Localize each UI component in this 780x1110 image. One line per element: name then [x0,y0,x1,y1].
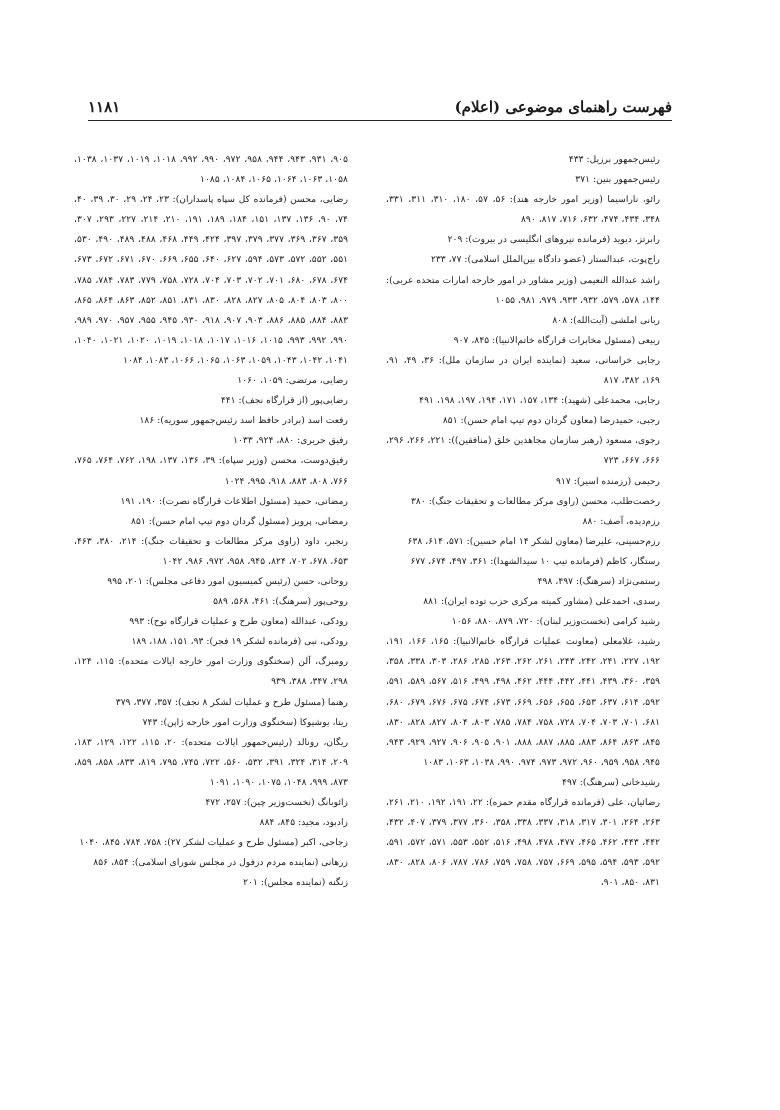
index-entry: رفعت اسد (برادر حافظ اسد رئیس‌جمهور سوریه): ۱۸۶ [139,415,348,427]
index-entry: رابرتز، دیوید (فرمانده نیروهای انگلیسی در بیروت): ۲۰۹ [447,234,660,246]
index-entry: رضایی، محسن (فرمانده کل سپاه پاسداران): ۲۳، ۲۴، ۲۹، ۳۰، ۳۹، ۴۰، ۷۴، ۹۰، ۱۳۶، ۱۳۷، ۱۵۱، ۱۸۴، ۱۸۹، ۱۹۱، ۲۱۰، ۲۱۴، ۲۲۷، ۲۹۳، ۳۰۷، ۳۵۹، ۳۶۷، ۳۶۹، ۳۷۷، ۳۷۹، ۳۹۷، ۴۲۴، ۴۴۹، ۴۶۸، ۴۸۸، ۴۸۹، ۴۹۰، ۵۳۰، ۵۵۱، ۵۵۲، ۵۷۲، ۵۷۳، ۵۹۴، ۶۲۷، ۶۴۰، ۶۵۵، ۶۶۹، ۶۷۰، ۶۷۱، ۶۷۲، ۶۷۳، ۶۷۴، ۶۷۸، ۶۸۰، ۷۰۱، ۷۰۲، ۷۰۳، ۷۰۴، ۷۲۸، ۷۵۸، ۷۷۹، ۷۸۳، ۷۸۴، ۷۸۵، ۸۰۰، ۸۰۳، ۸۰۴، ۸۰۵، ۸۲۷، ۸۲۸، ۸۳۰، ۸۳۱، ۸۵۱، ۸۵۲، ۸۶۳، ۸۶۴، ۸۶۵، ۸۸۳، ۸۸۴، ۸۸۵، ۸۸۶، ۹۰۳، ۹۰۷، ۹۱۸، ۹۳۰، ۹۴۵، ۹۵۵، ۹۵۷، ۹۷۰، ۹۸۹، ۹۹۰، ۹۹۲، ۹۹۳، ۱۰۱۵، ۱۰۱۶، ۱۰۱۷، ۱۰۱۸، ۱۰۱۹، ۱۰۲۰، ۱۰۲۱، ۱۰۴۰، ۱۰۴۱، ۱۰۴۲، ۱۰۴۳، ۱۰۵۹، ۱۰۶۳، ۱۰۶۵، ۱۰۶۶، ۱۰۸۳، ۱۰۸۴ [74,194,349,366]
index-entry: رشید، غلامعلی (معاونت عملیات قرارگاه خاتم‌الانبیا): ۱۶۵، ۱۶۶، ۱۹۱، ۱۹۲، ۲۲۷، ۲۴۱، ۲۴۲، ۲۴۳، ۲۶۱، ۲۶۲، ۲۶۳، ۲۸۵، ۲۸۶، ۳۰۳، ۳۳۸، ۳۵۸، ۳۵۹، ۳۶۰، ۴۳۹، ۴۴۱، ۴۴۲، ۴۴۴، ۴۶۲، ۴۹۸، ۴۹۹، ۵۱۶، ۵۶۷، ۵۸۹، ۵۹۱، ۵۹۲، ۶۱۴، ۶۳۷، ۶۵۳، ۶۵۵، ۶۵۶، ۶۶۹، ۶۷۳، ۶۷۴، ۶۷۵، ۶۷۶، ۶۷۹، ۶۸۰، ۶۸۱، ۷۰۱، ۷۰۳، ۷۰۴، ۷۲۸، ۷۵۸، ۷۸۴، ۷۸۵، ۸۰۳، ۸۰۴، ۸۲۷، ۸۲۸، ۸۳۰، ۸۴۵، ۸۶۳، ۸۶۴، ۸۸۳، ۸۸۵، ۸۸۷، ۸۸۸، ۹۰۱، ۹۰۵، ۹۰۶، ۹۲۷، ۹۲۹، ۹۴۳، ۹۴۵، ۹۵۸، ۹۵۹، ۹۶۰، ۹۷۲، ۹۷۳، ۹۷۴، ۹۹۰، ۱۰۳۸، ۱۰۶۳، ۱۰۸۳ [386,636,661,768]
index-entry: ریگان، رونالد (رئیس‌جمهور ایالات متحده): ۲۰، ۱۱۵، ۱۲۲، ۱۲۹، ۱۸۳، ۲۰۹، ۳۱۴، ۳۲۴، ۳۹۱، ۵۳۲، ۵۶۰، ۷۲۲، ۷۴۵، ۷۹۵، ۸۱۹، ۸۳۳، ۸۵۸، ۸۵۹، ۸۷۳، ۹۹۹، ۱۰۴۸، ۱۰۷۵، ۱۰۹۰، ۱۰۹۱ [74,736,349,788]
index-entry: رسدی، احمدعلی (مشاور کمیته مرکزی حزب توده ایران): ۸۸۱ [423,596,660,608]
index-entry: رمضانی، حمید (مسئول اطلاعات قرارگاه نصرت): ۱۹۰، ۱۹۱ [120,495,348,507]
index-entry: رئیس‌جمهور بنین: ۳۷۱ [575,174,660,186]
index-entry: رضایی‌پور (از قرارگاه نجف): ۴۴۱ [220,395,348,407]
index-entry: رمضانی، پرویز (مسئول گردان دوم تیپ امام حسن): ۸۵۱ [131,515,348,527]
index-entry: رئیس‌جمهور برزیل: ۴۳۳ [568,154,660,165]
index-entry: رزم‌دیده، آصف: ۸۸۰ [582,515,660,527]
index-entry: زنگنه (نماینده مجلس): ۲۰۱ [243,877,348,889]
index-entry: رستمی‌نژاد (سرهنگ): ۴۹۷، ۴۹۸ [537,575,660,587]
index-entry: رودکی، نبی (فرمانده لشکر ۱۹ فجر): ۹۳، ۱۵۱، ۱۸۸، ۱۸۹ [131,636,348,648]
index-entry: رهنما (مسئول طرح و عملیات لشکر ۸ نجف): ۳۵۷، ۳۷۷، ۳۷۹ [115,696,348,708]
index-entry: زادبود، مجید: ۸۴۵، ۸۸۴ [259,817,348,829]
index-entry: راج‌پوت، عبدالستار (عضو دادگاه بین‌الملل اسلامی): ۷۷، ۲۳۳ [430,254,660,266]
index-entry: رضائیان، علی (فرمانده قرارگاه مقدم حمزه): ۲۲، ۱۹۱، ۱۹۲، ۲۱۰، ۲۶۱، ۲۶۳، ۲۶۴، ۳۰۱، ۳۱۷، ۳۱۸، ۳۳۷، ۳۳۸، ۳۵۸، ۳۶۰، ۳۷۷، ۳۷۹، ۴۰۷، ۴۳۲، ۴۴۲، ۴۴۳، ۴۶۲، ۴۶۵، ۴۷۷، ۴۷۸، ۴۹۸، ۵۱۶، ۵۵۲، ۵۵۳، ۵۷۱، ۵۷۲، ۵۹۱، ۵۹۲، ۵۹۳، ۵۹۴، ۵۹۵، ۶۶۹، ۷۵۷، ۷۵۸، ۷۵۹، ۷۸۶، ۷۸۷، ۸۰۶، ۸۲۸، ۸۳۰، ۸۳۱، ۸۵۰، ۹۰۱، [386,797,661,889]
index-entry: ۹۰۵، ۹۳۱، ۹۴۳، ۹۴۴، ۹۵۸، ۹۷۲، ۹۹۰، ۹۹۲، ۱۰۱۸، ۱۰۱۹، ۱۰۳۷، ۱۰۳۸، ۱۰۵۸، ۱۰۶۳، ۱۰۶۴، ۱۰۶۵، ۱۰۸۴، ۱۰۸۵ [74,154,349,186]
index-entry: رجوی، مسعود (رهبر سازمان مجاهدین خلق (منافقین)): ۲۲۱، ۲۶۶، ۲۹۶، ۶۶۶، ۶۶۷، ۷۲۳ [386,435,660,467]
index-entry: رستگار، کاظم (فرمانده تیپ ۱۰ سیدالشهدا): ۳۶۱، ۴۹۷، ۶۷۴، ۶۷۷ [410,555,660,567]
running-title: فهرست راهنمای موضوعی (اعلام) [454,98,672,116]
index-entry: رجبی، حمیدرضا (معاون گردان دوم تیپ امام حسن): ۸۵۱ [442,415,660,427]
index-entry: زرهانی (نماینده مردم دزفول در مجلس شورای اسلامی): ۸۵۴، ۸۵۶ [93,857,348,869]
index-entry: رفیق حریری: ۸۸۰، ۹۲۴، ۱۰۳۳ [233,435,348,447]
index-entry: روحی‌پور (سرهنگ): ۴۶۱، ۵۶۸، ۵۸۹ [213,596,348,608]
index-entry: رزم‌حسینی، علیرضا (معاون لشکر ۱۴ امام حسین): ۵۷۱، ۶۱۴، ۶۳۸ [407,535,660,547]
index-entry: رجایی خراسانی، سعید (نماینده ایران در سازمان ملل): ۳۶، ۴۹، ۹۱، ۱۶۹، ۳۸۲، ۸۱۷ [386,354,661,387]
index-column-right [386,150,660,893]
index-entry: ربیعی (مسئول مخابرات قرارگاه خاتم‌الانبیا): ۸۴۵، ۹۰۷ [453,334,660,346]
index-entry: رخصت‌طلب، محسن (راوی مرکز مطالعات و تحقیقات جنگ): ۳۸۰ [410,495,660,507]
index-entry: رومبرگ، آلن (سخنگوی وزارت امور خارجه ایالات متحده): ۱۱۵، ۱۲۴، ۲۹۸، ۳۴۷، ۳۸۸، ۹۳۹ [74,656,348,688]
index-entry: زجاجی، اکبر (مسئول طرح و عملیات لشکر ۲۷): ۷۵۸، ۷۸۴، ۸۴۵، ۱۰۴۰ [79,837,348,849]
page-header [88,88,672,116]
index-entry: رنجبر، داود (راوی مرکز مطالعات و تحقیقات جنگ): ۲۱۴، ۳۸۰، ۴۶۳، ۶۵۳، ۶۷۸، ۷۰۲، ۸۲۴، ۹۴۵، ۹۵۸، ۹۷۲، ۹۸۶، ۱۰۴۲ [74,535,348,567]
index-entry: رشید کرامی (نخست‌وزیر لبنان): ۷۲۰، ۸۷۹، ۸۸۰، ۱۰۵۶ [451,616,660,628]
index-entry: رحیمی (رزمنده اسیر): ۹۱۷ [556,475,660,487]
index-entry: رجایی، محمدعلی (شهید): ۱۳۴، ۱۵۷، ۱۷۱، ۱۹۴، ۱۹۷، ۱۹۸، ۴۹۱ [419,395,660,407]
index-column-left [74,150,348,893]
index-entry: راشد عبدالله النعیمی (وزیر مشاور در امور خارجه امارات متحده عربی): ۱۴۴، ۵۷۸، ۵۷۹، ۹۳۲، ۹۳۳، ۹۷۹، ۹۸۱، ۱۰۵۵ [386,274,660,306]
index-entry: زائوبانگ (نخست‌وزیر چین): ۲۵۷، ۴۷۲ [205,797,348,808]
index-entry: رفیق‌دوست، محسن (وزیر سپاه): ۳۹، ۱۳۶، ۱۳۷، ۱۹۸، ۷۶۲، ۷۶۴، ۷۶۵، ۷۶۶، ۸۰۸، ۸۸۳، ۹۱۸، ۹۹۵، ۱۰۲۴ [74,455,348,487]
page-number: ۱۱۸۱ [88,98,121,116]
index-entry: رشیدخانی (سرهنگ): ۴۹۷ [562,776,660,788]
index-entry: روحانی، حسن (رئیس کمیسیون امور دفاعی مجلس): ۲۰۱، ۹۹۵ [107,575,348,587]
index-entry: رودکی، عبدالله (معاون طرح و عملیات قرارگاه نوح): ۹۹۳ [129,616,348,628]
index-entry: رائو، ناراسیما (وزیر امور خارجه هند): ۵۶، ۵۷، ۱۸۰، ۳۱۰، ۳۱۱، ۳۳۱، ۳۴۸، ۴۳۴، ۴۷۴، ۶۳۲، ۷۱۶، ۸۱۷، ۸۹۰ [386,194,661,226]
index-entry: ریتا، یوشیوکا (سخنگوی وزارت امور خارجه ژاپن): ۷۴۳ [142,716,348,728]
index-entry: رضایی، مرتضی: ۱۰۵۹، ۱۰۶۰ [237,375,348,387]
index-entry: ربانی املشی (آیت‌الله): ۸۰۸ [552,314,660,326]
header-rule [88,120,672,121]
